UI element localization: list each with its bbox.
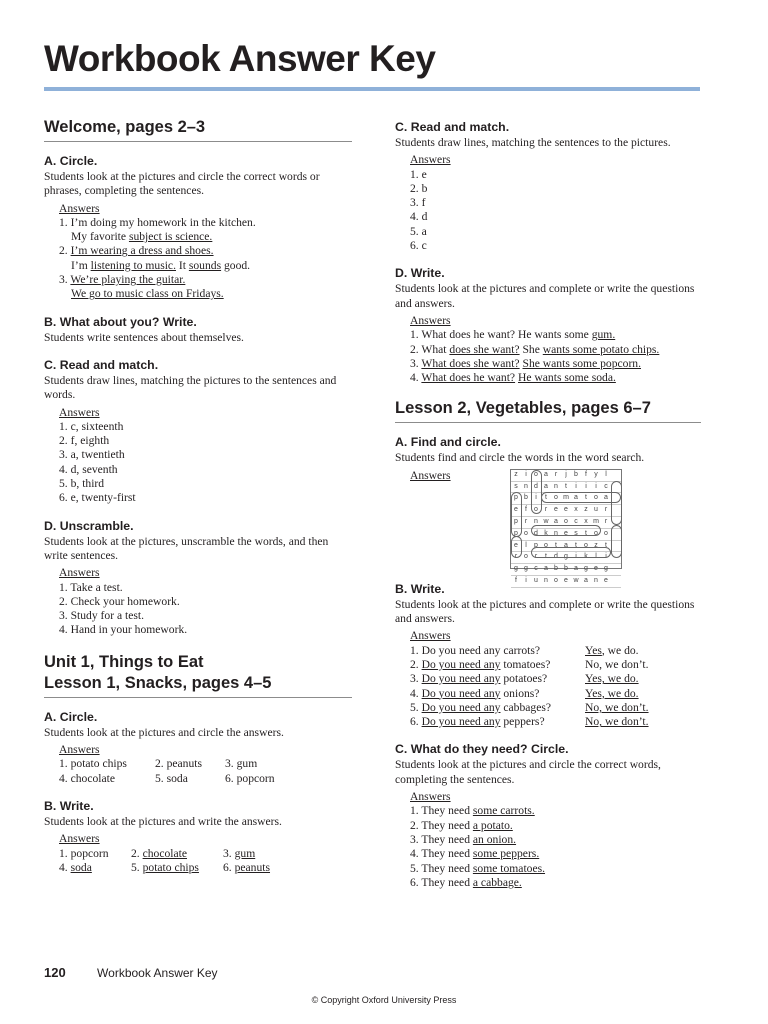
answer-row: 2. Do you need any tomatoes? No, we don’t. [410, 657, 649, 671]
answers-label: Answers [410, 790, 451, 804]
word-search-letter: w [573, 576, 579, 584]
answers-label: Answers [410, 313, 451, 327]
word-search-letter: e [604, 576, 608, 584]
word-search-letter: g [584, 565, 588, 573]
answer-line: 2. Check your homework. [59, 594, 180, 608]
exercise-d-unscramble [44, 519, 352, 638]
instruction: Students look at the pictures and circle the correct words, completing the sentences. [395, 758, 661, 786]
word-search-letter: e [564, 576, 568, 584]
answer-row: 1. popcorn 2. chocolate 3. gum [59, 846, 256, 860]
answer-line: 5. b, third [59, 477, 105, 491]
unit-heading: Unit 1, Things to Eat [44, 652, 204, 671]
word-search-letter: i [595, 482, 597, 490]
answer-line: 3. They need an onion. [410, 832, 517, 846]
exercise-heading: A. Find and circle. [395, 435, 501, 450]
word-search-letter: a [544, 482, 548, 490]
word-search-letter: o [554, 494, 558, 502]
exercise-heading: C. What do they need? Circle. [395, 742, 569, 757]
word-search-letter: e [514, 506, 518, 514]
word-search-row [511, 470, 621, 482]
answers [59, 406, 352, 506]
word-search-letter: r [544, 506, 548, 514]
word-search-letter: d [534, 529, 538, 537]
word-search-letter: u [534, 576, 538, 584]
word-search-letter: i [605, 553, 607, 561]
answer-row: 3. Do you need any potatoes? Yes, we do. [410, 672, 639, 686]
word-search-letter: c [574, 517, 578, 525]
page-number: 120 [44, 965, 66, 980]
title-rule [44, 87, 700, 91]
answers-label: Answers [410, 629, 451, 643]
answer-line: 1. They need some carrots. [410, 804, 535, 818]
word-search-letter: n [594, 576, 598, 584]
word-search-letter: g [564, 553, 568, 561]
answers [410, 468, 701, 584]
word-search-letter: k [544, 529, 548, 537]
answer-line: 2. f, eighth [59, 434, 110, 448]
word-search-letter: i [525, 576, 527, 584]
circled-word-oval [511, 492, 522, 537]
word-search-letter: p [514, 529, 518, 537]
word-search-letter: o [534, 506, 538, 514]
instruction: Students write sentences about themselves. [44, 330, 244, 344]
answer-line: 4. What does he want? He wants some soda. [410, 371, 616, 385]
answers-label: Answers [59, 743, 100, 757]
answer-line: 5. They need some tomatoes. [410, 861, 546, 875]
word-search-letter: d [534, 482, 538, 490]
word-search-letter: a [544, 565, 548, 573]
word-search-letter: i [535, 494, 537, 502]
answers [59, 566, 352, 637]
word-search-letter: n [554, 482, 558, 490]
answer-line: 2. I’m wearing a dress and shoes. [59, 244, 214, 258]
word-search-letter: d [554, 553, 558, 561]
word-search-row [511, 576, 621, 588]
word-search-letter: t [565, 482, 567, 490]
answer-row: 4. chocolate 5. soda 6. popcorn [59, 771, 275, 785]
word-search-letter: b [564, 565, 568, 573]
answer-line: 3. What does she want? She wants some popcorn. [410, 356, 641, 370]
word-search-letter: a [584, 576, 588, 584]
exercise-heading: C. Read and match. [395, 120, 510, 134]
answer-row: 4. Do you need any onions? Yes, we do. [410, 686, 639, 700]
word-search-row [511, 505, 621, 517]
circled-word-oval [611, 525, 622, 558]
exercise-heading: C. Read and match. [44, 357, 159, 372]
word-search-letter: t [575, 541, 577, 549]
word-search-letter: i [525, 470, 527, 478]
answer-row: 1. potato chips 2. peanuts 3. gum [59, 757, 258, 771]
answer-line: 6. They need a cabbage. [410, 875, 522, 889]
exercise-c-what-need [395, 742, 701, 890]
answer-line: 1. c, sixteenth [59, 419, 124, 433]
word-search-letter: o [554, 576, 558, 584]
instruction: Students look at the pictures and complete or write the questions and answers. [395, 282, 695, 310]
footer-label: Workbook Answer Key [97, 966, 218, 980]
instruction: Students find and circle the words in the word search. [395, 451, 645, 465]
word-search-letter: a [554, 517, 558, 525]
word-search-letter: r [604, 506, 608, 514]
answer-line: 1. What does he want? He wants some gum. [410, 328, 616, 342]
answers [410, 314, 701, 385]
circled-word-oval [541, 492, 621, 503]
word-search-letter: g [514, 565, 518, 573]
exercise-heading: D. Unscramble. [44, 518, 134, 533]
answer-line: I’m listening to music. It sounds good. [71, 258, 251, 272]
word-search-letter: a [574, 565, 578, 573]
word-search-letter: l [605, 470, 607, 478]
word-search-letter: f [515, 576, 517, 584]
word-search-letter: b [524, 494, 528, 502]
instruction: Students look at the pictures and write the answers. [44, 814, 282, 828]
word-search-letter: u [594, 506, 598, 514]
answers-label: Answers [59, 566, 100, 580]
answer-line: 3. We’re playing the guitar. [59, 273, 186, 287]
circled-word-oval [531, 547, 611, 558]
exercise-c-read-match [395, 120, 701, 253]
word-search-letter: f [585, 470, 587, 478]
word-search-letter: m [563, 494, 569, 502]
answers [59, 743, 352, 786]
word-search-letter: o [584, 541, 588, 549]
word-search-letter: e [514, 541, 518, 549]
lesson2-section [395, 398, 701, 890]
word-search-letter: b [554, 565, 558, 573]
answer-line: 4. d [410, 210, 428, 224]
answer-line: 2. b [410, 181, 428, 195]
exercise-c-read-match [44, 358, 352, 506]
instruction: Students draw lines, matching the pictures to the sentences and words. [44, 373, 337, 402]
answer-row: 6. Do you need any peppers? No, we don’t. [410, 715, 649, 729]
word-search-letter: o [534, 470, 538, 478]
answers [410, 153, 701, 253]
word-search-letter: n [524, 482, 528, 490]
word-search-letter: i [575, 553, 577, 561]
exercise-a-circle [44, 154, 352, 302]
word-search-letter: r [534, 553, 538, 561]
word-search-letter: x [584, 517, 588, 525]
word-search-letter: r [514, 553, 518, 561]
circled-word-oval [531, 470, 542, 514]
section-heading: Welcome, pages 2–3 [44, 117, 352, 142]
answer-line: 3. Study for a test. [59, 609, 145, 623]
word-search-letter: i [585, 482, 587, 490]
answers [59, 202, 352, 302]
exercise-heading: A. Circle. [44, 709, 98, 724]
word-search-letter: g [604, 565, 608, 573]
answers [410, 629, 701, 729]
word-search-letter: n [534, 517, 538, 525]
word-search-letter: r [554, 470, 558, 478]
answer-row: 4. soda 5. potato chips 6. peanuts [59, 860, 271, 874]
exercise-d-write [395, 266, 701, 385]
word-search-letter: b [574, 470, 578, 478]
word-search-letter: r [524, 517, 528, 525]
word-search-letter: z [584, 506, 588, 514]
answers [59, 832, 352, 875]
answer-line: 3. a, twentieth [59, 448, 125, 462]
instruction: Students look at the pictures and complete or write the questions and answers. [395, 597, 695, 626]
answer-line: 6. e, twenty-first [59, 491, 136, 505]
word-search-letter: n [554, 529, 558, 537]
answer-line: 5. a [410, 224, 427, 238]
word-search-letter: y [594, 470, 598, 478]
answer-line: 4. d, seventh [59, 462, 118, 476]
instruction: Students look at the pictures and circle the answers. [44, 725, 284, 739]
word-search-letter: p [514, 494, 518, 502]
circled-word-oval [511, 536, 522, 558]
word-search-letter: i [575, 482, 577, 490]
word-search-letter: t [585, 494, 587, 502]
exercise-b-write [395, 582, 701, 730]
word-search-letter: t [555, 541, 557, 549]
instruction: Students look at the pictures, unscramble the words, and then write sentences. [44, 534, 329, 562]
answer-line: 2. They need a potato. [410, 818, 513, 832]
word-search-letter: t [585, 529, 587, 537]
word-search-letter: p [514, 517, 518, 525]
word-search-letter: l [595, 553, 597, 561]
right-column [395, 117, 701, 904]
word-search-letter: n [544, 576, 548, 584]
left-column [44, 117, 352, 889]
answer-line: We go to music class on Fridays. [71, 287, 224, 301]
answer-line: 1. e [410, 167, 427, 181]
answer-line: 2. What does she want? She wants some potato chips. [410, 342, 660, 356]
word-search-letter: w [543, 517, 549, 525]
answer-line: 6. c [410, 239, 427, 253]
word-search-letter: o [564, 517, 568, 525]
answers-label: Answers [410, 153, 451, 167]
copyright-notice: © Copyright Oxford University Press [311, 995, 457, 1005]
answer-row: 1. Do you need any carrots? Yes, we do. [410, 643, 639, 657]
word-search-row [511, 564, 621, 576]
word-search-letter: c [604, 482, 608, 490]
section-heading [44, 652, 352, 698]
word-search-letter: o [544, 541, 548, 549]
word-search-letter: e [554, 506, 558, 514]
word-search-letter: a [564, 541, 568, 549]
exercise-heading: B. Write. [44, 798, 94, 813]
answer-line: 1. Take a test. [59, 580, 123, 594]
word-search-letter: s [514, 482, 518, 490]
lesson-heading: Lesson 1, Snacks, pages 4–5 [44, 673, 272, 692]
word-search-letter: c [534, 565, 538, 573]
answer-row: 5. Do you need any cabbages? No, we don’t. [410, 700, 649, 714]
section-heading: Lesson 2, Vegetables, pages 6–7 [395, 398, 701, 423]
word-search-letter: j [565, 470, 567, 478]
word-search-letter: t [605, 541, 607, 549]
answer-line: 4. They need some peppers. [410, 847, 540, 861]
word-search-letter: o [594, 529, 598, 537]
word-search-letter: r [604, 517, 608, 525]
answer-line: 1. I’m doing my homework in the kitchen. [59, 215, 256, 229]
word-search-letter: a [574, 494, 578, 502]
instruction: Students draw lines, matching the sentences to the pictures. [395, 136, 671, 149]
instruction: Students look at the pictures and circle the correct words or phrases, completing the sentences. [44, 170, 320, 198]
word-search-grid [510, 469, 622, 584]
word-search-letter: k [584, 553, 588, 561]
word-search-letter: o [594, 494, 598, 502]
word-search-letter: e [564, 506, 568, 514]
circled-word-oval [611, 481, 622, 525]
page-title: Workbook Answer Key [44, 38, 436, 79]
word-search-letter: e [564, 529, 568, 537]
word-search-letter: p [534, 541, 538, 549]
word-search-letter: l [525, 541, 527, 549]
answers-label: Answers [59, 832, 100, 846]
exercise-b-write [44, 315, 352, 345]
word-search-letter: t [545, 494, 547, 502]
page-footer [44, 965, 218, 980]
word-search-letter: s [574, 529, 578, 537]
exercise-heading: D. Write. [395, 266, 445, 281]
answer-line: 3. f [410, 196, 426, 210]
word-search-letter: z [594, 541, 598, 549]
unit1-section [44, 652, 352, 875]
word-search-letter: g [524, 565, 528, 573]
word-search-letter: o [524, 529, 528, 537]
exercise-heading: B. What about you? Write. [44, 314, 197, 329]
exercise-heading: B. Write. [395, 581, 445, 596]
word-search-letter: t [545, 553, 547, 561]
word-search-letter: m [593, 517, 599, 525]
word-search-letter: f [525, 506, 527, 514]
answer-line: 4. Hand in your homework. [59, 623, 188, 637]
word-search-letter: a [544, 470, 548, 478]
answers-label: Answers [410, 468, 451, 482]
exercise-a-find-circle [395, 435, 701, 584]
word-search-letter: a [604, 494, 608, 502]
word-search-letter: o [604, 529, 608, 537]
word-search-letter: e [594, 565, 598, 573]
exercise-a-circle [44, 710, 352, 786]
word-search-letter: o [524, 553, 528, 561]
answers-label: Answers [59, 201, 100, 215]
circled-word-oval [531, 525, 601, 536]
welcome-section [44, 117, 352, 638]
word-search-letter: z [514, 470, 518, 478]
answer-line: My favorite subject is science. [71, 230, 213, 244]
exercise-heading: A. Circle. [44, 154, 98, 168]
exercise-b-write [44, 799, 352, 875]
word-search-letter: x [574, 506, 578, 514]
answers [410, 790, 701, 890]
answers-label: Answers [59, 405, 100, 419]
